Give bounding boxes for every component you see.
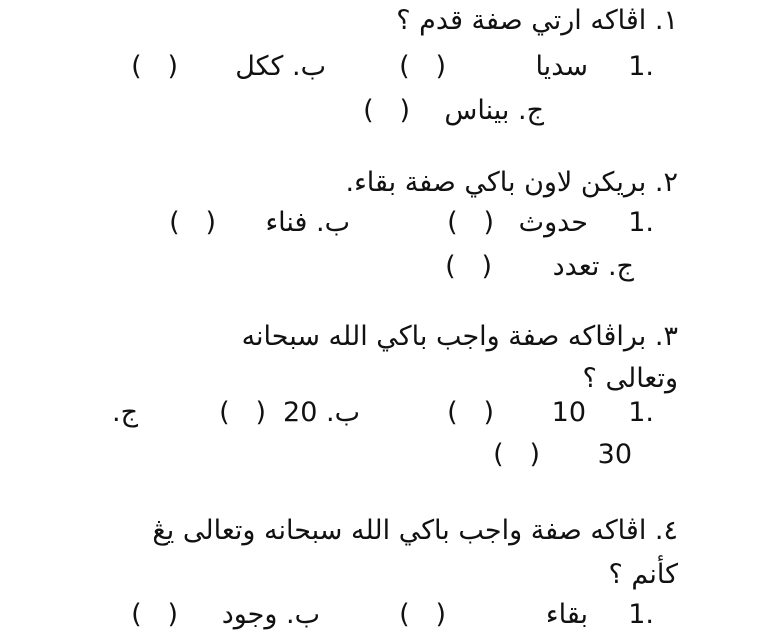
q2-option-b-bracket: ( )	[169, 207, 216, 238]
q3-option-c-bracket: ( )	[493, 439, 540, 470]
q4-stem-line1: ٤. اڤاكه صفة واجب باكي الله سبحانه وتعالى يڠ	[152, 515, 678, 546]
q2-stem: ٢. بريكن لاون باكي صفة بقاء.	[345, 167, 678, 198]
q2-option-a-text: حدوث	[518, 207, 588, 238]
q1-option-a-marker: 1.	[628, 51, 654, 82]
q3-option-c-value: 30	[597, 439, 632, 470]
q1-option-b-bracket: ( )	[131, 51, 178, 82]
q1-stem: ١. اڤاكه ارتي صفة قدم ؟	[396, 5, 678, 36]
q1-option-b-text: ب. ككل	[235, 51, 326, 82]
q1-option-c-bracket: ( )	[363, 95, 410, 126]
q4-option-b-bracket: ( )	[131, 599, 178, 630]
q4-stem-line2: كأنم ؟	[608, 559, 678, 590]
q1-option-a-text: سديا	[535, 51, 588, 82]
q4-option-a-bracket: ( )	[399, 599, 446, 630]
q1-option-a-bracket: ( )	[399, 51, 446, 82]
q3-stem-line1: ٣. براڤاكه صفة واجب باكي الله سبحانه	[241, 321, 678, 352]
q3-option-a-marker: 1.	[628, 397, 654, 428]
q1-option-c-text: ج. بيناس	[444, 95, 544, 126]
q4-option-b-text: ب. وجود	[221, 599, 320, 630]
q3-option-a-bracket: ( )	[447, 397, 494, 428]
q4-option-a-text: بقاء	[545, 599, 588, 630]
q4-option-a-marker: 1.	[628, 599, 654, 630]
q3-option-a-text: 10	[551, 397, 586, 428]
q2-option-c-text: ج. تعدد	[552, 251, 634, 282]
q3-stem-line2: وتعالى ؟	[582, 363, 678, 394]
q2-option-b-text: ب. فناء	[265, 207, 350, 238]
q2-option-a-marker: 1.	[628, 207, 654, 238]
q3-option-b-text: ب. 20	[283, 397, 360, 428]
q2-option-a-bracket: ( )	[447, 207, 494, 238]
q2-option-c-bracket: ( )	[445, 251, 492, 282]
q3-option-c-label: ج.	[111, 397, 138, 428]
q3-option-b-bracket: ( )	[219, 397, 266, 428]
